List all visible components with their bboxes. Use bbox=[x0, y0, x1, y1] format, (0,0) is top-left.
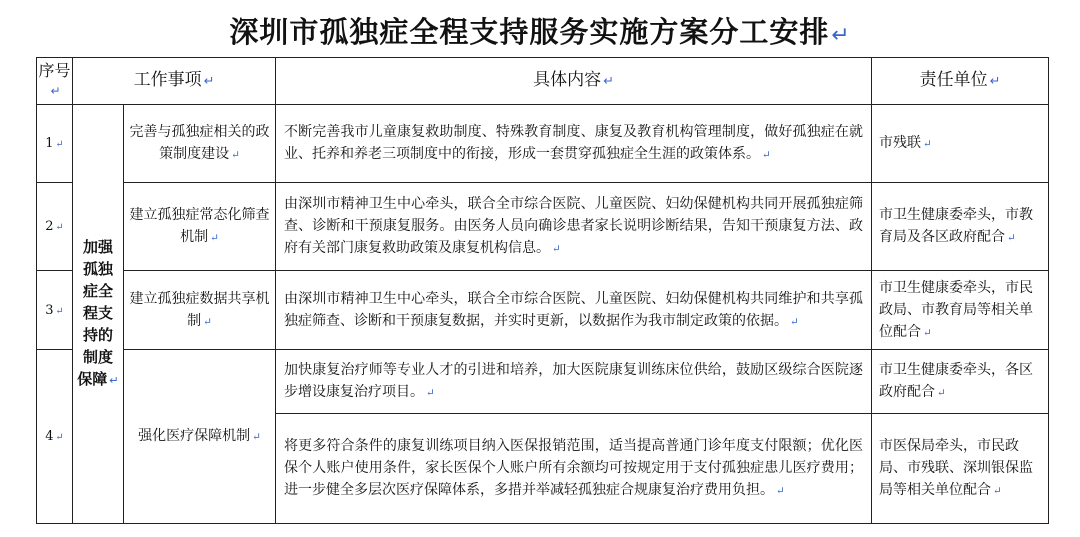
return-mark-icon: ↵ bbox=[55, 222, 64, 233]
return-mark-icon: ↵ bbox=[831, 23, 851, 48]
row-number: 4 ↵ bbox=[37, 350, 73, 524]
content-cell: 由深圳市精神卫生中心牵头，联合全市综合医院、儿童医院、妇幼保健机构共同维护和共享孤独症筛查、诊断和干预康复数据，并实时更新，以数据作为我市制定政策的依据。 ↵ bbox=[276, 271, 872, 350]
return-mark-icon: ↵ bbox=[109, 374, 119, 387]
header-content: 具体内容 ↵ bbox=[276, 58, 872, 105]
return-mark-icon: ↵ bbox=[923, 326, 932, 339]
item-cell: 建立孤独症数据共享机制 ↵ bbox=[124, 271, 276, 350]
document-title: 深圳市孤独症全程支持服务实施方案分工安排↵ bbox=[229, 15, 851, 49]
return-mark-icon: ↵ bbox=[790, 315, 799, 328]
content-cell: 不断完善我市儿童康复救助制度、特殊教育制度、康复及教育机构管理制度，做好孤独症在就业、托养和养老三项制度中的衔接，形成一套贯穿孤独症全生涯的政策体系。 ↵ bbox=[276, 105, 872, 183]
return-mark-icon: ↵ bbox=[203, 315, 212, 328]
return-mark-icon: ↵ bbox=[55, 139, 64, 150]
return-mark-icon: ↵ bbox=[923, 138, 932, 150]
category-cell: 加强孤独症全程支持的制度保障 ↵ bbox=[73, 105, 124, 524]
return-mark-icon: ↵ bbox=[603, 74, 614, 89]
return-mark-icon: ↵ bbox=[50, 84, 61, 98]
header-unit: 责任单位 ↵ bbox=[872, 58, 1049, 105]
return-mark-icon: ↵ bbox=[231, 149, 240, 161]
return-mark-icon: ↵ bbox=[203, 74, 215, 89]
return-mark-icon: ↵ bbox=[210, 232, 219, 244]
item-cell: 完善与孤独症相关的政策制度建设 ↵ bbox=[124, 105, 276, 183]
unit-cell: 市残联 ↵ bbox=[872, 105, 1049, 183]
header-item: 工作事项 ↵ bbox=[73, 58, 276, 105]
unit-cell: 市卫生健康委牵头，各区政府配合 ↵ bbox=[872, 350, 1049, 414]
table-header-row bbox=[37, 58, 1049, 105]
return-mark-icon: ↵ bbox=[776, 485, 785, 497]
task-table bbox=[36, 57, 1049, 524]
unit-cell: 市卫生健康委牵头，市民政局、市教育局等相关单位配合 ↵ bbox=[872, 271, 1049, 350]
content-cell: 加快康复治疗师等专业人才的引进和培养，加大医院康复训练床位供给，鼓励区级综合医院逐步增设康复治疗项目。 ↵ bbox=[276, 350, 872, 414]
table-row bbox=[37, 183, 1049, 271]
return-mark-icon: ↵ bbox=[1007, 232, 1016, 244]
table-row bbox=[37, 350, 1049, 414]
unit-cell: 市卫生健康委牵头，市教育局及各区政府配合 ↵ bbox=[872, 183, 1049, 271]
return-mark-icon: ↵ bbox=[252, 431, 261, 443]
return-mark-icon: ↵ bbox=[762, 149, 771, 161]
return-mark-icon: ↵ bbox=[55, 432, 64, 443]
item-cell: 强化医疗保障机制 ↵ bbox=[124, 350, 276, 524]
return-mark-icon: ↵ bbox=[552, 243, 561, 255]
table-row bbox=[37, 105, 1049, 183]
return-mark-icon: ↵ bbox=[993, 485, 1002, 497]
item-cell: 建立孤独症常态化筛查机制 ↵ bbox=[124, 183, 276, 271]
row-number: 2 ↵ bbox=[37, 183, 73, 271]
table-row bbox=[37, 271, 1049, 350]
row-number: 3 ↵ bbox=[37, 271, 73, 350]
return-mark-icon: ↵ bbox=[989, 74, 1001, 89]
content-cell: 将更多符合条件的康复训练项目纳入医保报销范围，适当提高普通门诊年度支付限额；优化医保个人账户使用条件，家长医保个人账户所有余额均可按规定用于支付孤独症患儿医疗费用；进一步健全多层次医疗保障体系，多措并举减轻孤独症合规康复治疗费用负担。 ↵ bbox=[276, 414, 872, 524]
unit-cell: 市医保局牵头，市民政局、市残联、深圳银保监局等相关单位配合 ↵ bbox=[872, 414, 1049, 524]
header-seq: 序号↵ bbox=[37, 58, 73, 105]
content-cell: 由深圳市精神卫生中心牵头，联合全市综合医院、儿童医院、妇幼保健机构共同开展孤独症筛查、诊断和干预康复服务。由医务人员向确诊患者家长说明诊断结果，告知干预康复方法、政府有关部门康复救助政策及康复机构信息。 ↵ bbox=[276, 183, 872, 271]
return-mark-icon: ↵ bbox=[426, 387, 435, 399]
return-mark-icon: ↵ bbox=[937, 387, 946, 399]
row-number: 1 ↵ bbox=[37, 105, 73, 183]
return-mark-icon: ↵ bbox=[55, 305, 64, 317]
